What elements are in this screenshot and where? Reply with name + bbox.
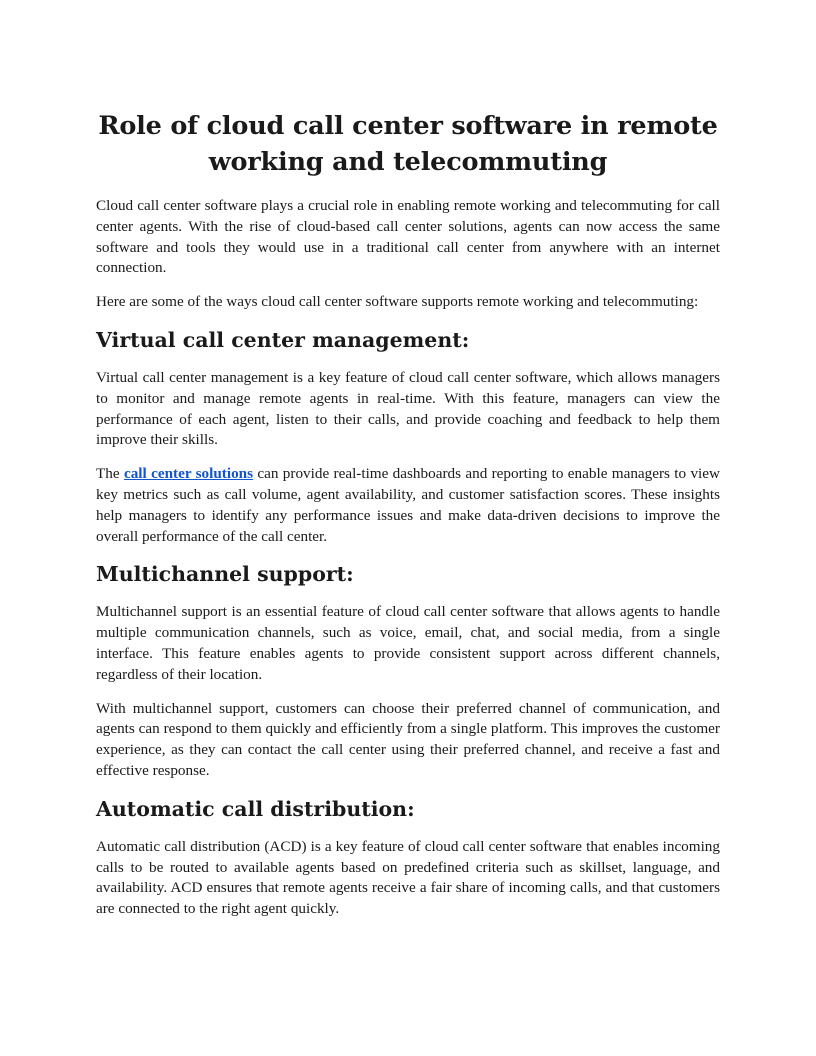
intro-paragraph-1: Cloud call center software plays a crucial role in enabling remote working and telecommuting for call center agents. With the rise of cloud-based call center solutions, agents can now access the same software and tools they would use in a traditional call center from anywhere with an internet connection. — [96, 197, 720, 277]
section-heading-automatic-call-distribution: Automatic call distribution: — [96, 796, 415, 821]
call-center-solutions-link[interactable]: call center solutions — [123, 465, 254, 483]
paragraph-text: can provide real-time dashboards and reporting to enable managers to view key metrics such as call volume, agent availability, and customer satisfaction scores. These insights help managers to identify any performance issues and make data-driven decisions to improve the overall performance of the call center. — [96, 465, 720, 545]
acd-paragraph-1: Automatic call distribution (ACD) is a key feature of cloud call center software that enables incoming calls to be routed to available agents based on predefined criteria such as skillset, language, and availability. ACD ensures that remote agents receive a fair share of incoming calls, and that customers are connected to the right agent quickly. — [96, 837, 720, 918]
paragraph-text: The — [96, 465, 124, 483]
virtual-management-paragraph-1: Virtual call center management is a key feature of cloud call center software, which allows managers to monitor and manage remote agents in real-time. With this feature, managers can view the performance of each agent, listen to their calls, and provide coaching and feedback to help them improve their skills. — [96, 368, 720, 449]
virtual-management-paragraph-2 — [96, 464, 720, 547]
intro-paragraph-2: Here are some of the ways cloud call center software supports remote working and telecommuting: — [96, 293, 699, 311]
multichannel-paragraph-1: Multichannel support is an essential feature of cloud call center software that allows agents to handle multiple communication channels, such as voice, email, chat, and social media, from a single interface. This feature enables agents to provide consistent support across different channels, regardless of their location. — [96, 603, 720, 683]
document-title: Role of cloud call center software in remote working and telecommuting — [98, 111, 718, 177]
multichannel-paragraph-2: With multichannel support, customers can choose their preferred channel of communication, and agents can respond to them quickly and efficiently from a single platform. This improves the customer experience, as they can contact the call center using their preferred channel, and receive a fast and effective response. — [96, 699, 720, 779]
section-heading-multichannel-support: Multichannel support: — [96, 562, 354, 587]
section-heading-virtual-management: Virtual call center management: — [96, 327, 470, 352]
